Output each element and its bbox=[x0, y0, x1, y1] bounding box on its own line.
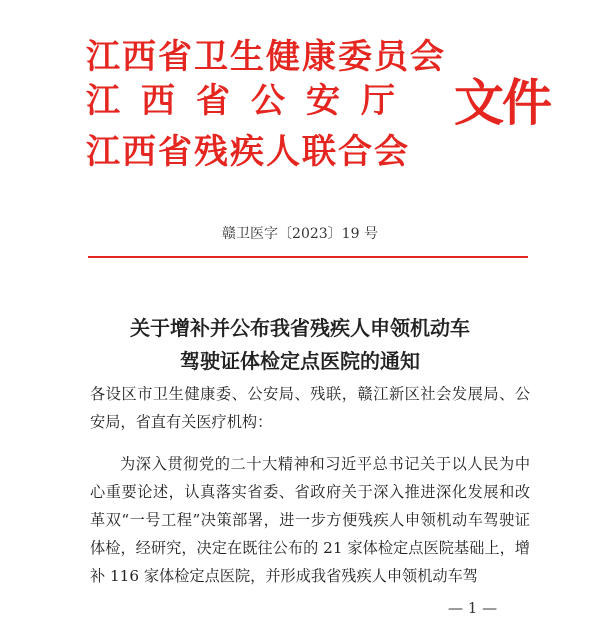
issuer-public-security: 江西省公安厅 bbox=[86, 81, 416, 121]
title-line-2: 驾驶证体检定点医院的通知 bbox=[180, 349, 420, 373]
document-suffix: 文件 bbox=[454, 73, 550, 132]
document-number: 赣卫医字〔2023〕19 号 bbox=[222, 226, 378, 242]
red-separator-line bbox=[88, 256, 528, 258]
body-paragraph: 为深入贯彻党的二十大精神和习近平总书记关于以人民为中心重要论述，认真落实省委、省政府关于深入推进深化发展和改革双“一号工程”决策部署，进一步方便残疾人申领机动车驾驶证体检，经研究，决定在既往公布的 21 家体检定点医院基础上，增补 116 家体检定点医院，并形成我省残疾人申领机动车驾 bbox=[90, 455, 530, 585]
page-number: — 1 — bbox=[448, 599, 498, 617]
issuer-disabled-federation: 江西省残疾人联合会 bbox=[86, 132, 410, 172]
issuer-health-commission: 江西省卫生健康委员会 bbox=[86, 37, 446, 77]
title-line-1: 关于增补并公布我省残疾人申领机动车 bbox=[130, 316, 470, 340]
addressee: 各设区市卫生健康委、公安局、残联，赣江新区社会发展局、公安局，省直有关医疗机构： bbox=[90, 385, 530, 431]
